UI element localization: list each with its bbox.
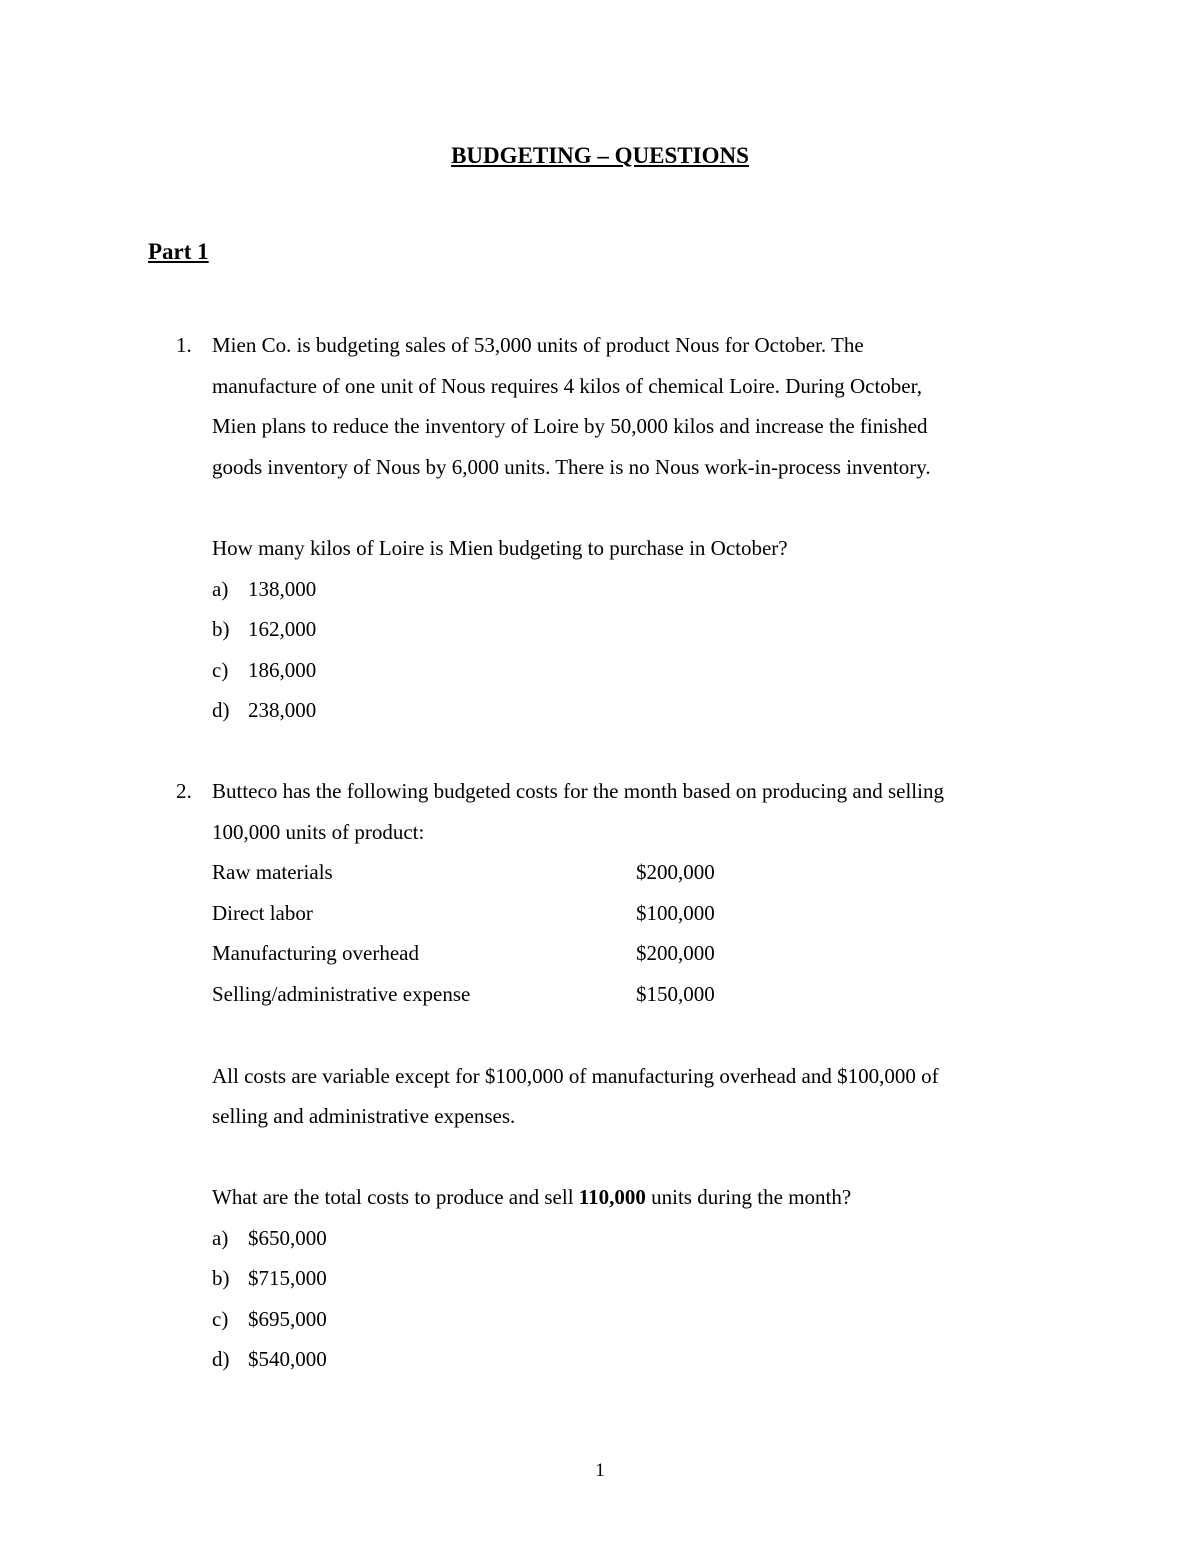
option-value: $695,000 [248, 1307, 327, 1331]
cost-label: Manufacturing overhead [212, 941, 419, 965]
question-2-note: selling and administrative expenses. [212, 1104, 516, 1128]
option-letter: d) [212, 698, 230, 722]
page-number: 1 [595, 1460, 605, 1481]
prompt-emphasis: 110,000 [578, 1185, 646, 1209]
option-letter: d) [212, 1347, 230, 1371]
question-1-line: Mien Co. is budgeting sales of 53,000 units of product Nous for October. The [212, 333, 864, 357]
option-value: $650,000 [248, 1226, 327, 1250]
cost-value: $200,000 [636, 860, 715, 884]
cost-value: $150,000 [636, 982, 715, 1006]
option-value: $540,000 [248, 1347, 327, 1371]
cost-label: Raw materials [212, 860, 333, 884]
cost-label: Selling/administrative expense [212, 982, 471, 1006]
part-heading: Part 1 [148, 239, 209, 264]
option-letter: b) [212, 617, 230, 641]
question-2-note: All costs are variable except for $100,000 of manufacturing overhead and $100,000 of [212, 1064, 939, 1088]
cost-label: Direct labor [212, 901, 313, 925]
question-1-number: 1. [176, 333, 192, 357]
question-1-line: manufacture of one unit of Nous requires 4 kilos of chemical Loire. During October, [212, 374, 923, 398]
document-title: BUDGETING – QUESTIONS [451, 143, 749, 168]
option-letter: a) [212, 1226, 229, 1250]
prompt-text: What are the total costs to produce and sell [212, 1185, 579, 1209]
question-1-line: Mien plans to reduce the inventory of Loire by 50,000 kilos and increase the finished [212, 414, 928, 438]
cost-value: $100,000 [636, 901, 715, 925]
question-2-number: 2. [176, 779, 192, 803]
option-value: 238,000 [248, 698, 317, 722]
option-value: 162,000 [248, 617, 317, 641]
option-letter: a) [212, 577, 229, 601]
question-2-prompt [212, 1185, 851, 1210]
prompt-text: units during the month? [645, 1185, 852, 1209]
cost-value: $200,000 [636, 941, 715, 965]
option-letter: b) [212, 1266, 230, 1290]
question-1-prompt: How many kilos of Loire is Mien budgeting to purchase in October? [212, 536, 788, 560]
option-value: 138,000 [248, 577, 317, 601]
option-value: $715,000 [248, 1266, 327, 1290]
question-2-line: Butteco has the following budgeted costs for the month based on producing and selling [212, 779, 944, 803]
option-value: 186,000 [248, 658, 317, 682]
question-1-line: goods inventory of Nous by 6,000 units. There is no Nous work-in-process inventory. [212, 455, 931, 479]
option-letter: c) [212, 1307, 229, 1331]
question-2-line: 100,000 units of product: [212, 820, 425, 844]
option-letter: c) [212, 658, 229, 682]
